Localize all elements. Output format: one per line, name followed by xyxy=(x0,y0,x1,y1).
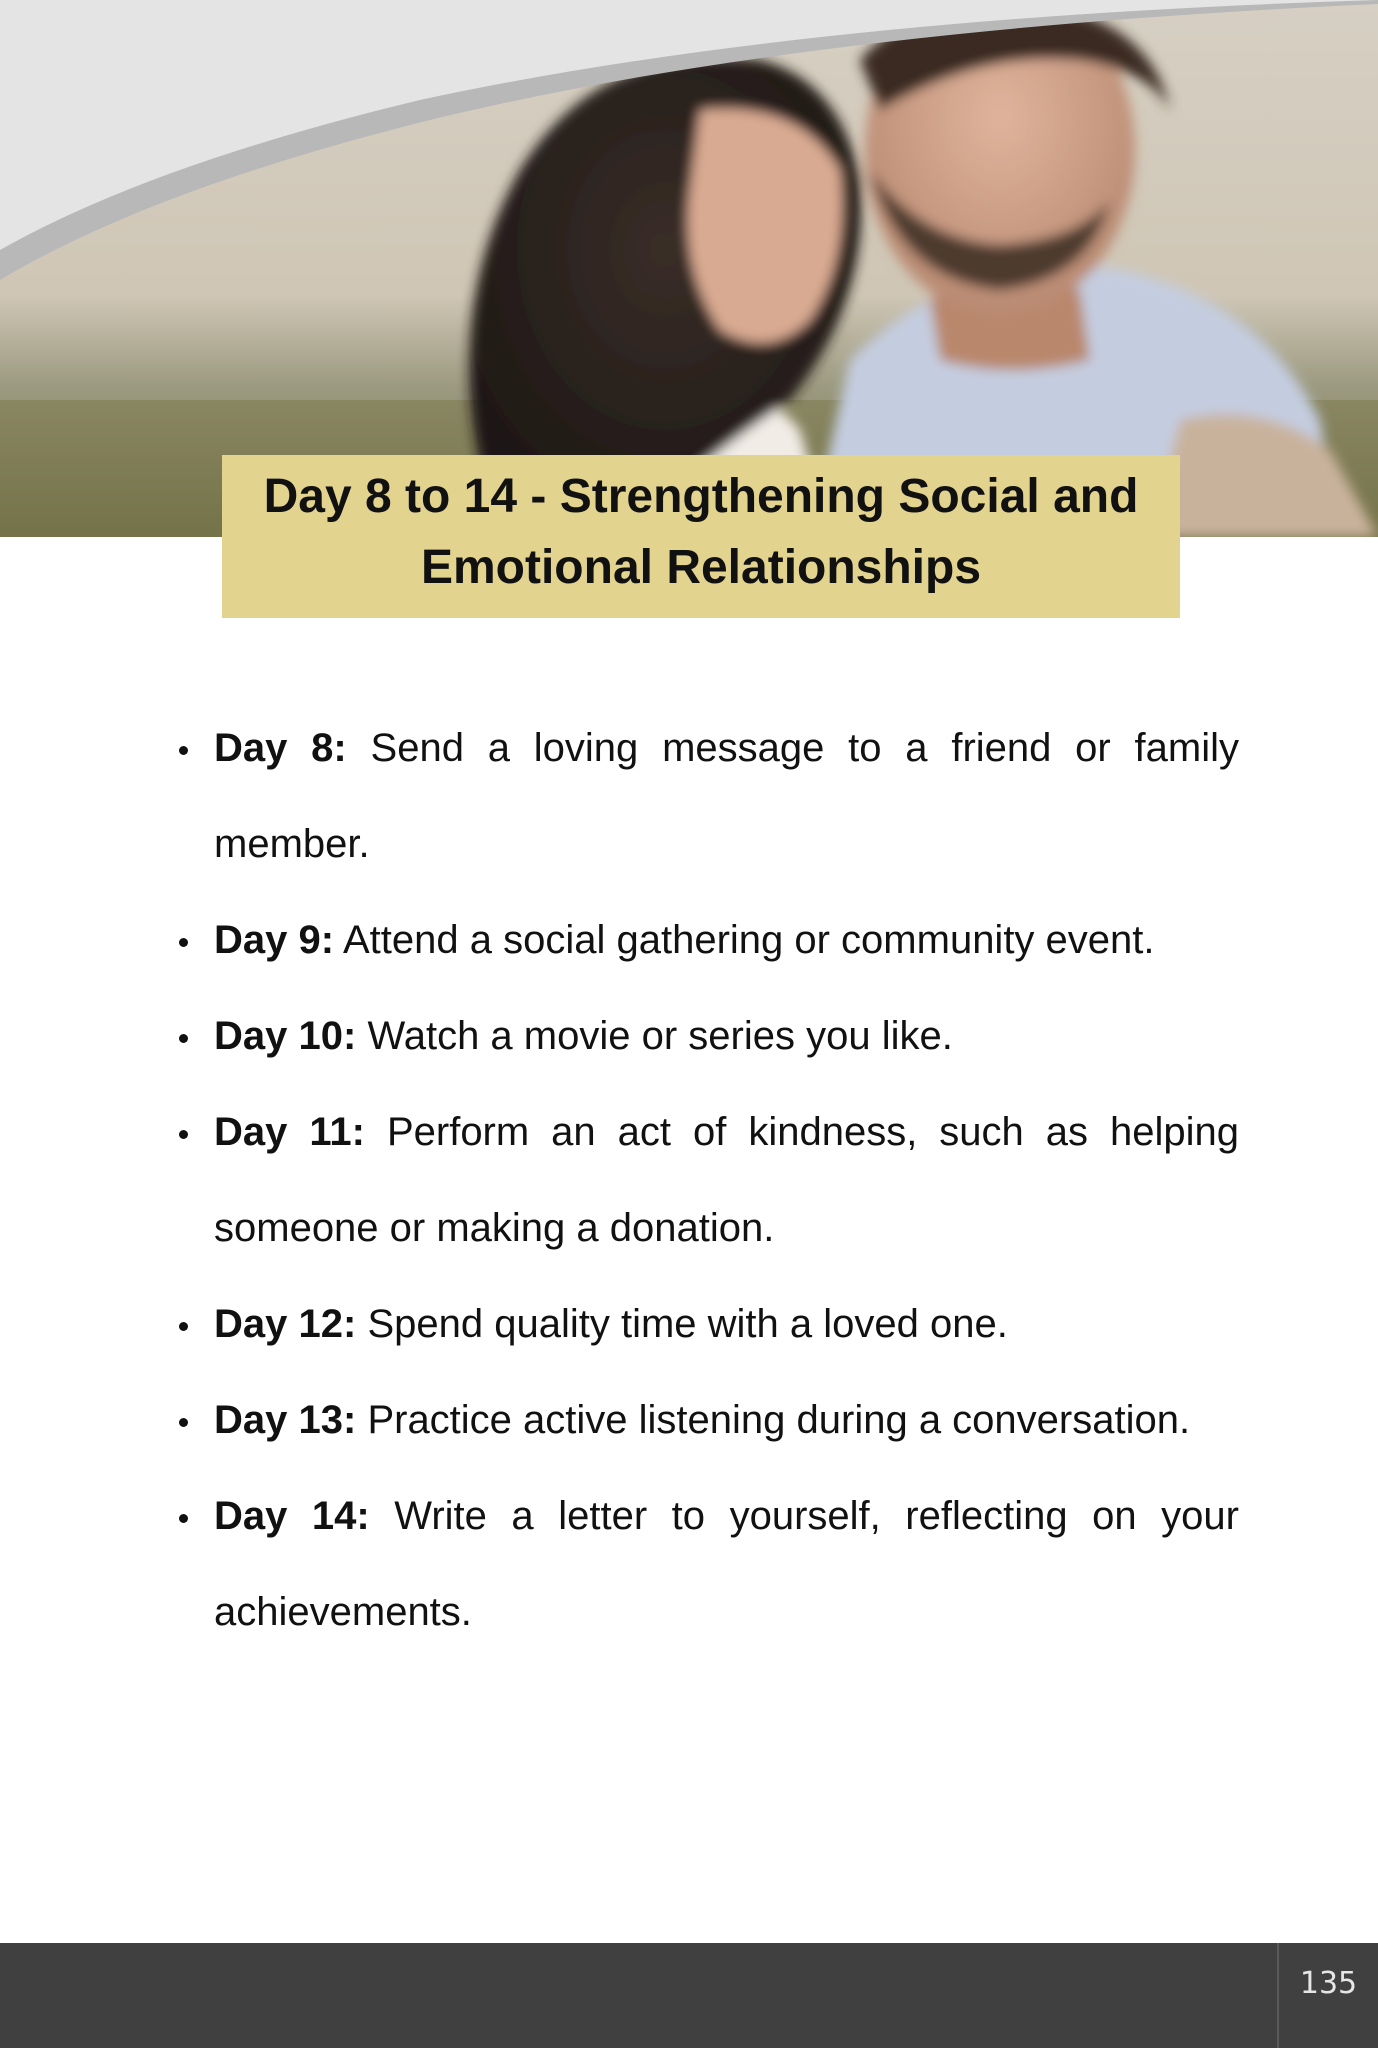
day-label: Day 11: xyxy=(214,1110,365,1154)
list-item-day-14 xyxy=(214,1468,1239,1660)
day-label: Day 14: xyxy=(214,1494,370,1538)
day-label: Day 10: xyxy=(214,1014,357,1058)
footer-bar xyxy=(0,1943,1378,2048)
day-description: Spend quality time with a loved one. xyxy=(367,1302,1008,1346)
day-label: Day 13: xyxy=(214,1398,357,1442)
list-item-day-8 xyxy=(214,700,1239,892)
day-description: Attend a social gathering or community event. xyxy=(342,918,1155,962)
list-item-day-11 xyxy=(214,1084,1239,1276)
section-title-line-2: Emotional Relationships xyxy=(420,541,982,594)
page-number: 135 xyxy=(1299,1966,1358,2001)
day-description: Practice active listening during a conversation. xyxy=(367,1398,1191,1442)
day-label: Day 8: xyxy=(214,726,347,770)
list-item-day-12 xyxy=(214,1276,1239,1372)
day-activity-list xyxy=(214,700,1239,1660)
day-label: Day 9: xyxy=(214,918,335,962)
day-label: Day 12: xyxy=(214,1302,357,1346)
day-description: Send a loving message to a friend or family member. xyxy=(214,726,1239,866)
day-description: Perform an act of kindness, such as helping someone or making a donation. xyxy=(214,1110,1239,1250)
list-item-day-13 xyxy=(214,1372,1239,1468)
day-description: Watch a movie or series you like. xyxy=(367,1014,953,1058)
day-description: Write a letter to yourself, reflecting on your achievements. xyxy=(214,1494,1239,1634)
list-item-day-9 xyxy=(214,892,1239,988)
list-item-day-10 xyxy=(214,988,1239,1084)
section-title xyxy=(222,455,1180,618)
section-title-line-1: Day 8 to 14 - Strengthening Social and xyxy=(263,470,1139,523)
